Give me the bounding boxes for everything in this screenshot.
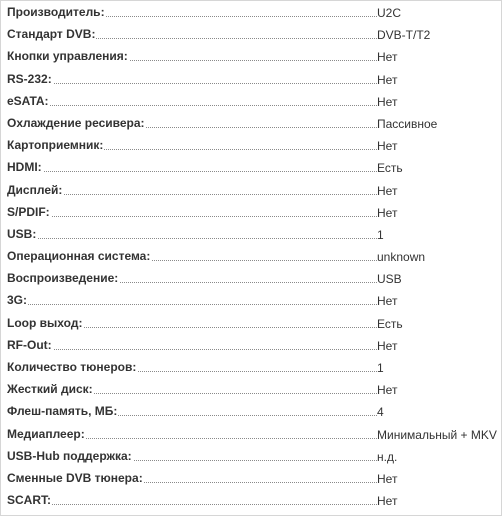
spec-label: RS-232: bbox=[7, 71, 52, 86]
dot-leader bbox=[7, 171, 377, 172]
spec-value: USB bbox=[377, 272, 402, 287]
spec-value: Нет bbox=[377, 383, 398, 398]
spec-label: S/PDIF: bbox=[7, 204, 50, 219]
spec-label: Операционная система: bbox=[7, 249, 151, 264]
spec-row bbox=[7, 491, 501, 513]
spec-label: RF-Out: bbox=[7, 337, 52, 352]
dot-leader bbox=[7, 216, 377, 217]
spec-label: Производитель: bbox=[7, 5, 105, 19]
spec-row bbox=[7, 92, 501, 114]
spec-value: 1 bbox=[377, 361, 384, 375]
spec-value: н.д. bbox=[377, 449, 398, 464]
spec-label: USB: bbox=[7, 226, 37, 241]
spec-value: Нет bbox=[377, 294, 398, 309]
spec-label: HDMI: bbox=[7, 160, 42, 175]
spec-row bbox=[7, 181, 501, 203]
spec-label: Дисплей: bbox=[7, 182, 63, 197]
spec-label: eSATA: bbox=[7, 93, 49, 108]
spec-label: Жесткий диск: bbox=[7, 382, 93, 397]
spec-row bbox=[7, 203, 501, 225]
spec-value: 4 bbox=[377, 405, 384, 420]
spec-value: Пассивное bbox=[377, 116, 438, 131]
spec-row bbox=[7, 380, 501, 402]
spec-row bbox=[7, 225, 501, 247]
spec-label: SCART: bbox=[7, 493, 51, 508]
spec-value: Нет bbox=[377, 338, 398, 353]
spec-value: Нет bbox=[377, 139, 398, 154]
spec-label: Картоприемник: bbox=[7, 138, 104, 153]
spec-row bbox=[7, 447, 501, 469]
spec-row bbox=[7, 314, 501, 336]
dot-leader bbox=[7, 83, 377, 84]
spec-row bbox=[7, 358, 501, 380]
dot-leader bbox=[7, 105, 377, 106]
specifications-list bbox=[7, 3, 501, 513]
dot-leader bbox=[7, 349, 377, 350]
spec-label: Охлаждение ресивера: bbox=[7, 115, 145, 130]
spec-label: Количество тюнеров: bbox=[7, 360, 137, 374]
spec-value: unknown bbox=[377, 250, 426, 265]
spec-label: Флеш-память, МБ: bbox=[7, 404, 118, 419]
spec-value: DVB-T/T2 bbox=[377, 28, 431, 43]
spec-row bbox=[7, 469, 501, 491]
spec-value: Есть bbox=[377, 316, 403, 331]
spec-label: Воспроизведение: bbox=[7, 271, 119, 286]
spec-row bbox=[7, 136, 501, 158]
spec-label: 3G: bbox=[7, 293, 28, 308]
spec-label: USB-Hub поддержка: bbox=[7, 448, 132, 463]
spec-row bbox=[7, 70, 501, 92]
spec-value: Нет bbox=[377, 94, 398, 109]
spec-row bbox=[7, 336, 501, 358]
spec-value: Нет bbox=[377, 72, 398, 87]
spec-value: Нет bbox=[377, 205, 398, 220]
spec-value: Нет bbox=[377, 50, 398, 65]
spec-label: Медиаплеер: bbox=[7, 426, 85, 441]
spec-value: Нет bbox=[377, 494, 398, 509]
spec-row bbox=[7, 269, 501, 291]
spec-value: Минимальный + MKV bbox=[377, 427, 497, 442]
spec-row bbox=[7, 47, 501, 69]
spec-row bbox=[7, 291, 501, 313]
spec-row bbox=[7, 114, 501, 136]
dot-leader bbox=[7, 238, 377, 239]
spec-row bbox=[7, 25, 501, 47]
spec-value: Нет bbox=[377, 471, 398, 486]
spec-value: U2C bbox=[377, 6, 402, 20]
dot-leader bbox=[7, 304, 377, 305]
spec-value: Нет bbox=[377, 183, 398, 198]
spec-row bbox=[7, 402, 501, 424]
spec-row bbox=[7, 247, 501, 269]
spec-row bbox=[7, 158, 501, 180]
spec-value: Есть bbox=[377, 161, 403, 176]
spec-label: Кнопки управления: bbox=[7, 49, 128, 64]
spec-label: Loop выход: bbox=[7, 315, 83, 330]
spec-label: Стандарт DVB: bbox=[7, 27, 96, 42]
spec-label: Сменные DVB тюнера: bbox=[7, 470, 143, 485]
spec-row bbox=[7, 425, 501, 447]
spec-row bbox=[7, 3, 501, 25]
dot-leader bbox=[7, 504, 377, 505]
spec-value: 1 bbox=[377, 227, 384, 242]
